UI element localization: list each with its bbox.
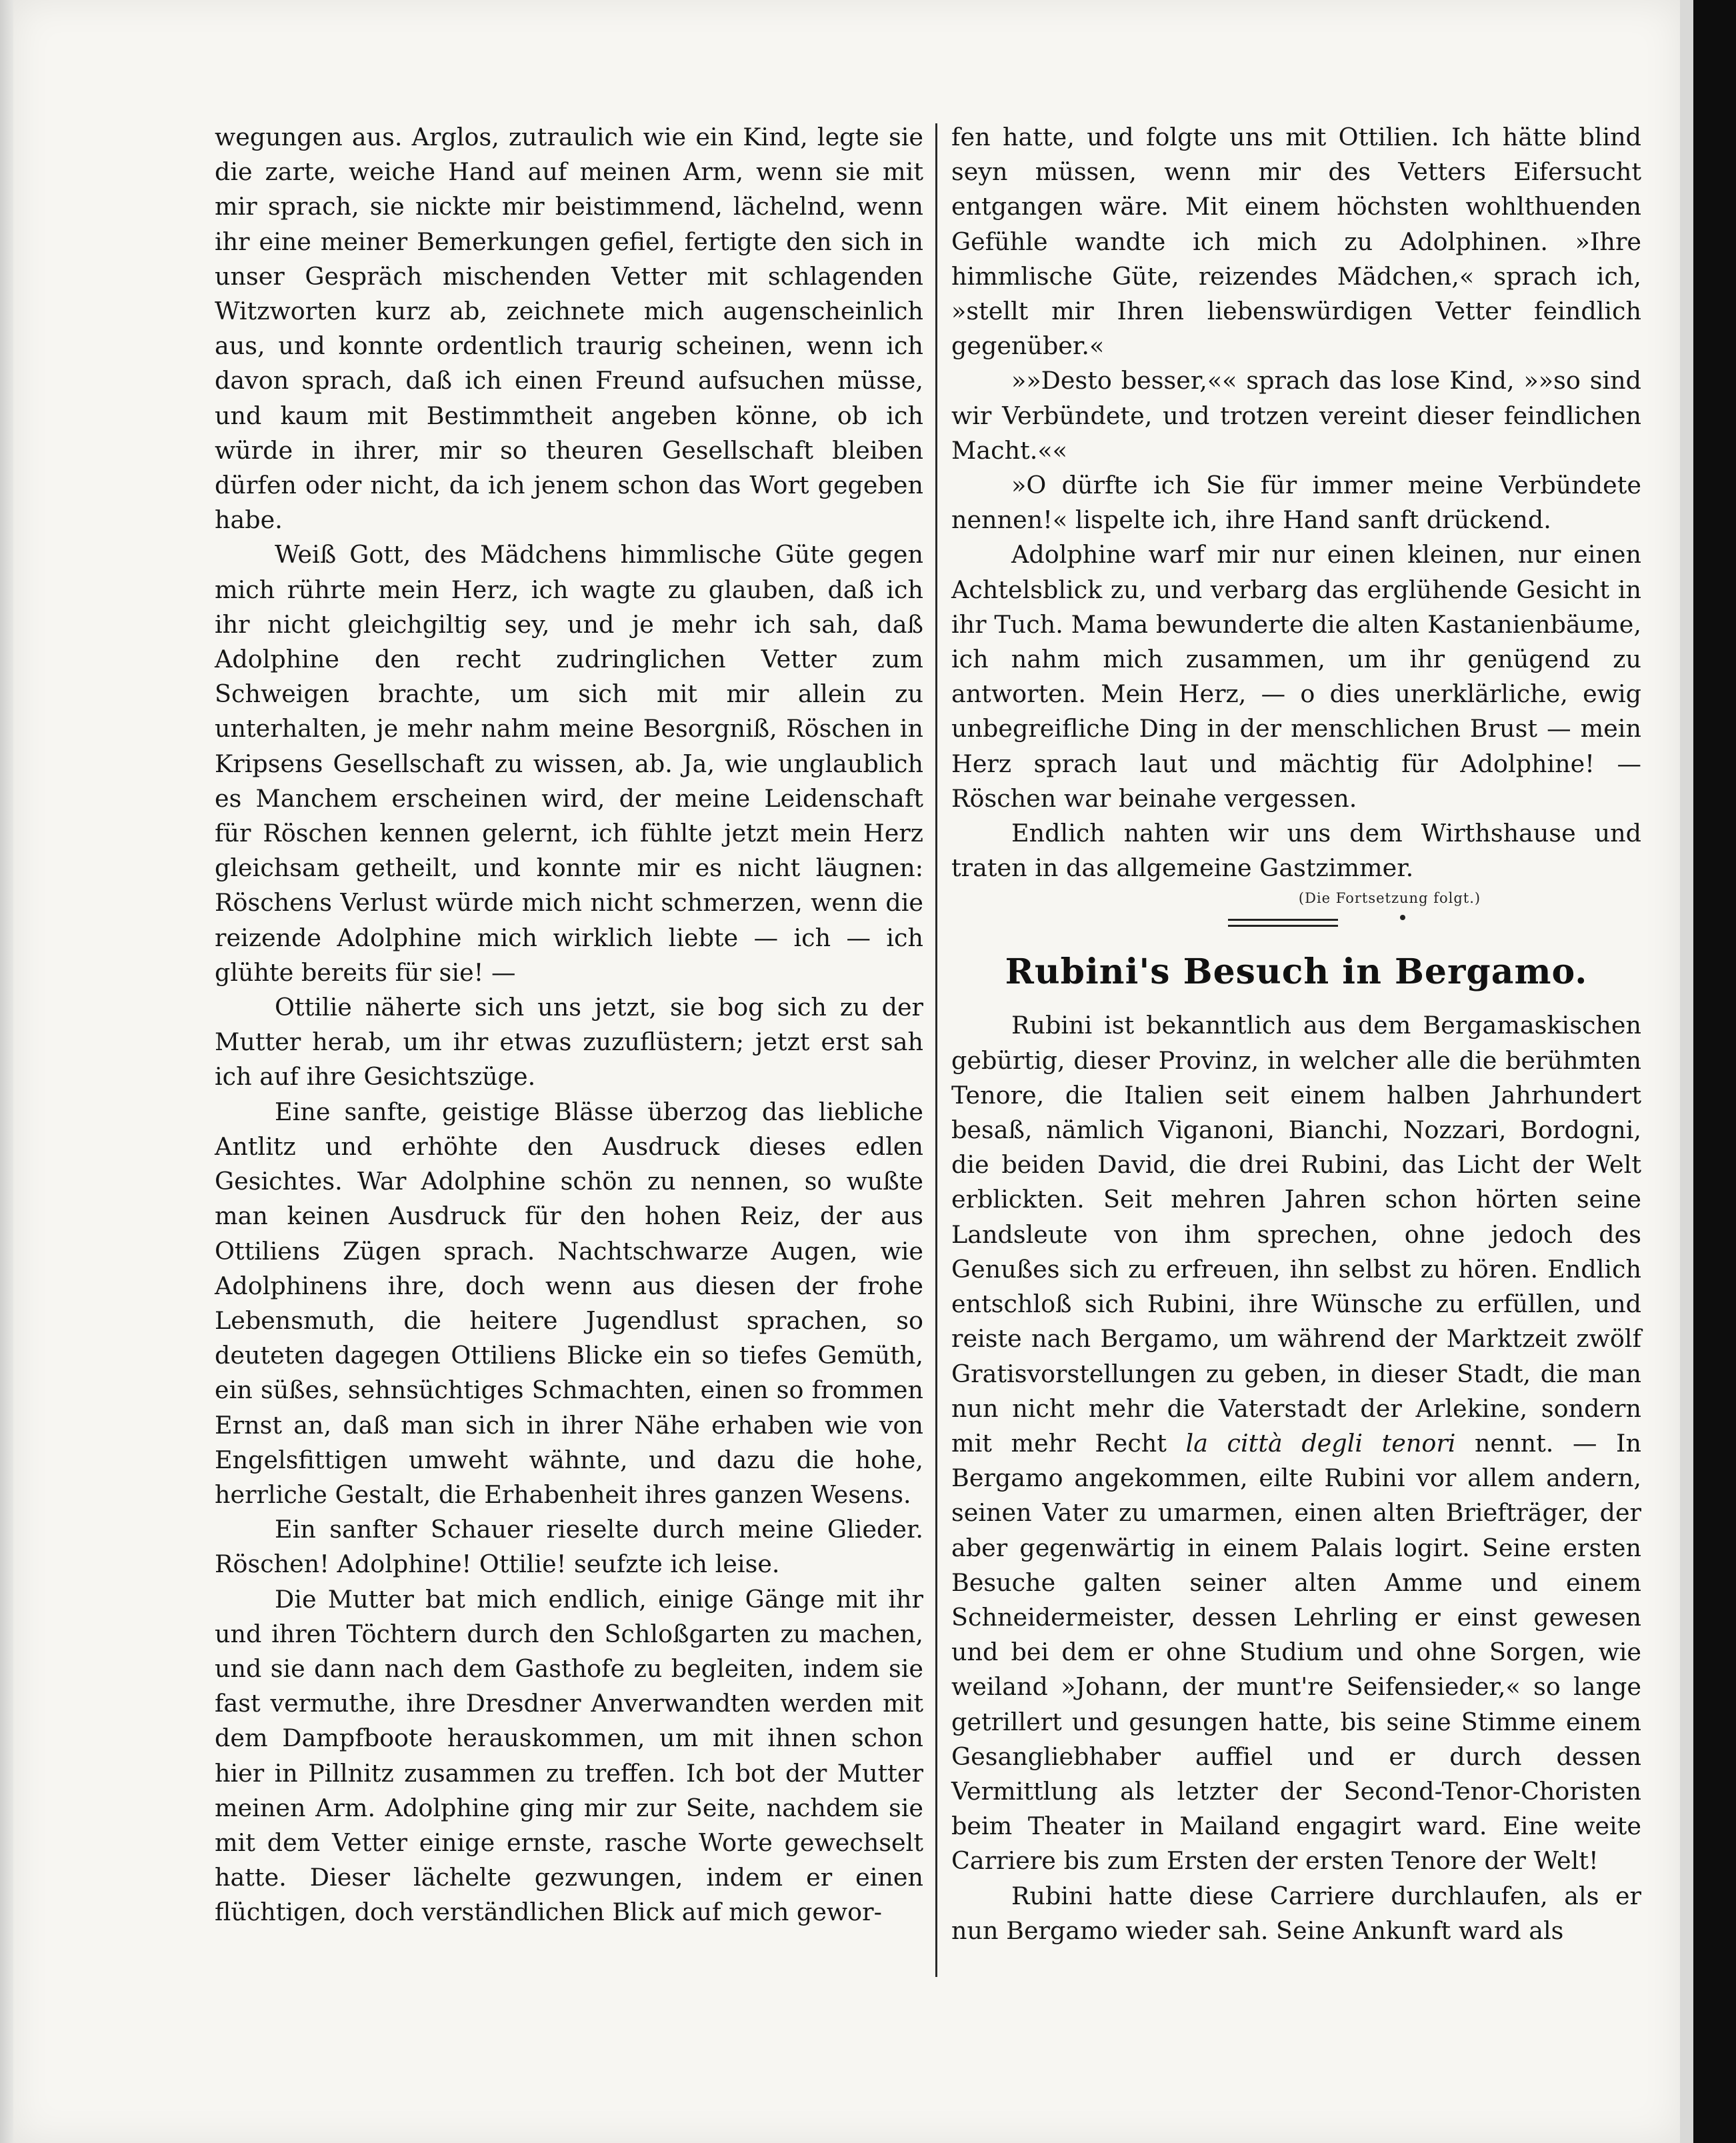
section-ornament [951,908,1641,935]
continuation-note: (Die Fortsetzung folgt.) [1298,890,1481,907]
right-column [951,120,1641,1948]
left-paragraph-4: Eine sanfte, geistige Blässe überzog das liebliche Antlitz und erhöhte den Ausdruck dieses edlen Gesichtes. War Adolphine schön zu nennen, so wußte man keinen Ausdruck für den hohen Reiz, der aus Ottiliens Zügen sprach. Nachtschwarze Augen, wie Adolphinens ihre, doch wenn aus diesen der frohe Lebensmuth, die heitere Jugendlust sprachen, so deuteten dagegen Ottiliens Blicke ein so tiefes Gemüth, ein süßes, sehnsüchtiges Schmachten, einen so frommen Ernst an, daß man sich in ihrer Nähe erhaben wie von Engelsfittigen umweht wähnte, und dazu die hohe, herrliche Gestalt, die Erhabenheit ihres ganzen Wesens. [215,1097,923,1509]
scan-edge [0,0,15,2143]
left-paragraph-6: Die Mutter bat mich endlich, einige Gänge mit ihr und ihren Töchtern durch den Schloßgarten zu machen, und sie dann nach dem Gasthofe zu begleiten, indem sie fast vermuthe, ihre Dresdner Anverwandten werden mit dem Dampfboote herauskommen, um mit ihnen schon hier in Pillnitz zusammen zu treffen. Ich bot der Mutter meinen Arm. Adolphine ging mir zur Seite, nachdem sie mit dem Vetter einige ernste, rasche Worte gewechselt hatte. Dieser lächelte gezwungen, indem er einen flüchtigen, doch verständlichen Blick auf mich gewor- [215,1584,923,1927]
right-paragraph-5: Endlich nahten wir uns dem Wirthshause und traten in das allgemeine Gastzimmer. [951,819,1641,883]
right-paragraph-1: fen hatte, und folgte uns mit Ottilien. Ich hätte blind seyn müssen, wenn mir des Vetters Eifersucht entgangen wäre. Mit einem höchsten wohlthuenden Gefühle wandte ich mich zu Adolphinen. »Ihre himmlische Güte, reizendes Mädchen,« sprach ich, »stellt mir Ihren liebenswürdigen Vetter feindlich gegenüber.« [951,123,1641,361]
article-paragraph-1 [951,1008,1641,1878]
article-text-segment: Rubini ist bekanntlich aus dem Bergamaskischen gebürtig, dieser Provinz, in welcher alle die berühmten Tenore, die Italien seit einem halben Jahrhundert besaß, nämlich Viganoni, Bianchi, Nozzari, Bordogni, die beiden David, die drei Rubini, das Licht der Welt erblickten. Seit mehren Jahren schon hörten seine Landsleute von ihm sprechen, ohne jedoch des Genußes sich zu erfreuen, ihn selbst zu hören. Endlich entschloß sich Rubini, ihre Wünsche zu erfüllen, und reiste nach Bergamo, um während der Marktzeit zwölf Gratisvorstellungen zu geben, in dieser Stadt, die man nun nicht mehr die Vaterstadt der Arlekine, sondern mit mehr Recht [951,1011,1641,1458]
article-heading: Rubini's Besuch in Bergamo. [1005,951,1588,993]
left-column [215,120,923,1930]
column-divider [935,123,937,1977]
italic-phrase: la città degli tenori [1185,1428,1456,1458]
article-text-segment: Rubini hatte diese Carriere durchlaufen, als er nun Bergamo wieder sah. Seine Ankunft ward als [951,1881,1641,1945]
left-paragraph-5: Ein sanfter Schauer rieselte durch meine Glieder. Röschen! Adolphine! Ottilie! seufzte ich leise. [215,1515,923,1579]
ornament-double-rule [1228,919,1338,927]
ornament-dot [1400,915,1405,920]
left-paragraph-3: Ottilie näherte sich uns jetzt, sie bog sich zu der Mutter herab, um ihr etwas zuzuflüstern; jetzt erst sah ich auf ihre Gesichtszüge. [215,993,923,1092]
right-paragraph-4: Adolphine warf mir nur einen kleinen, nur einen Achtelsblick zu, und verbarg das erglühende Gesicht in ihr Tuch. Mama bewunderte die alten Kastanienbäume, ich nahm mich zusammen, um ihr genügend zu antworten. Mein Herz, — o dies unerklärliche, ewig unbegreifliche Ding in der menschlichen Brust — mein Herz sprach laut und mächtig für Adolphine! — Röschen war beinahe vergessen. [951,540,1641,813]
article-paragraph-2 [951,1879,1641,1948]
book-binding-edge [1693,0,1736,2143]
right-paragraph-3: »O dürfte ich Sie für immer meine Verbündete nennen!« lispelte ich, ihre Hand sanft drückend. [951,471,1641,535]
right-paragraph-2: »»Desto besser,«« sprach das lose Kind, »»so sind wir Verbündete, und trotzen vereint dieser feindlichen Macht.«« [951,366,1641,465]
left-paragraph-2: Weiß Gott, des Mädchens himmlische Güte gegen mich rührte mein Herz, ich wagte zu glauben, daß ich ihr nicht gleichgiltig sey, und je mehr ich sah, daß Adolphine den recht zudringlichen Vetter zum Schweigen brachte, um sich mit mir allein zu unterhalten, je mehr nahm meine Besorgniß, Röschen in Kripsens Gesellschaft zu wissen, ab. Ja, wie unglaublich es Manchem erscheinen wird, der meine Leidenschaft für Röschen kennen gelernt, ich fühlte jetzt mein Herz gleichsam getheilt, und konnte mir es nicht läugnen: Röschens Verlust würde mich nicht schmerzen, wenn die reizende Adolphine mich wirklich liebte — ich — ich glühte bereits für sie! — [215,540,923,987]
article-text-segment: nennt. — In Bergamo angekommen, eilte Rubini vor allem andern, seinen Vater zu umarmen, einen alten Briefträger, der aber gegenwärtig in einem Palais logirt. Seine ersten Besuche galten seiner alten Amme und einem Schneidermeister, dessen Lehrling er einst gewesen und bei dem er ohne Studium und ohne Sorgen, wie weiland »Johann, der munt're Seifensieder,« so lange getrillert und gesungen hatte, bis seine Stimme einem Gesangliebhaber auffiel und er durch dessen Vermittlung als letzter der Second-Tenor-Choristen beim Theater in Mailand engagirt ward. Eine weite Carriere bis zum Ersten der ersten Tenore der Welt! [951,1428,1641,1876]
left-paragraph-1: wegungen aus. Arglos, zutraulich wie ein Kind, legte sie die zarte, weiche Hand auf meinen Arm, wenn sie mit mir sprach, sie nickte mir beistimmend, lächelnd, wenn ihr eine meiner Bemerkungen gefiel, fertigte den sich in unser Gespräch mischenden Vetter mit schlagenden Witzworten kurz ab, zeichnete mich augenscheinlich aus, und konnte ordentlich traurig scheinen, wenn ich davon sprach, daß ich einen Freund aufsuchen müsse, und kaum mit Bestimmtheit angeben könne, ob ich würde in ihrer, mir so theuren Gesellschaft bleiben dürfen oder nicht, da ich jenem schon das Wort gegeben habe. [215,123,923,535]
